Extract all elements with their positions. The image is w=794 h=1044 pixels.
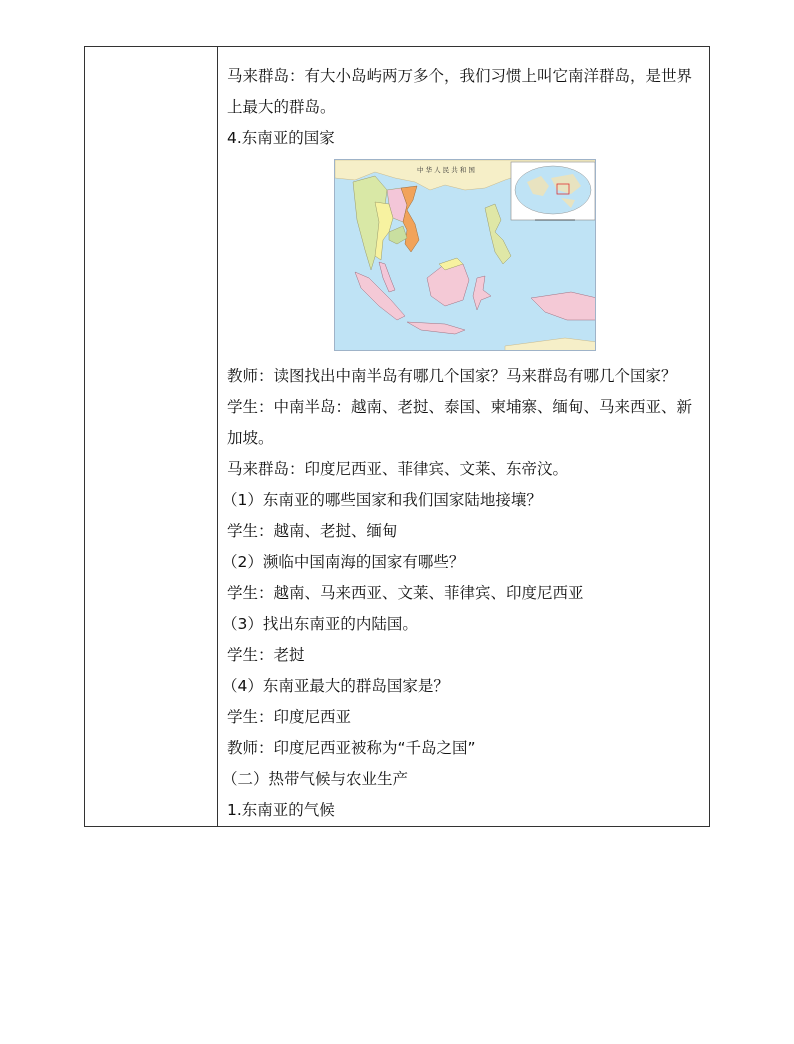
map-title-label: 中 华 人 民 共 和 国: [417, 166, 475, 174]
question-line: （3）找出东南亚的内陆国。: [222, 615, 418, 633]
lesson-table: [84, 46, 710, 827]
text-line: 上最大的群岛。: [227, 98, 336, 116]
table-left-column: [85, 47, 218, 826]
text-line: 马来群岛：印度尼西亚、菲律宾、文莱、东帝汶。: [227, 460, 569, 478]
section-heading: 1.东南亚的气候: [227, 801, 335, 819]
text-line: 马来群岛：有大小岛屿两万多个，我们习惯上叫它南洋群岛，是世界: [227, 67, 693, 85]
answer-line: 学生：越南、马来西亚、文莱、菲律宾、印度尼西亚: [227, 584, 584, 602]
answer-line: 学生：印度尼西亚: [227, 708, 352, 726]
question-line: （1）东南亚的哪些国家和我们国家陆地接壤？: [222, 491, 542, 509]
question-line: （4）东南亚最大的群岛国家是？: [222, 677, 449, 695]
question-line: （2）濒临中国南海的国家有哪些？: [222, 553, 465, 571]
section-heading: 4.东南亚的国家: [227, 129, 335, 147]
map-graphic: [335, 160, 596, 351]
text-line: 学生：中南半岛：越南、老挝、泰国、柬埔寨、缅甸、马来西亚、新: [227, 398, 693, 416]
text-line: 加坡。: [227, 429, 274, 447]
southeast-asia-map: [334, 159, 596, 351]
answer-line: 学生：老挝: [227, 646, 305, 664]
answer-line: 学生：越南、老挝、缅甸: [227, 522, 398, 540]
text-line: 教师：印度尼西亚被称为“千岛之国”: [227, 739, 476, 757]
section-heading: （二）热带气候与农业生产: [222, 770, 409, 788]
table-right-column: [218, 47, 709, 826]
text-line: 教师：读图找出中南半岛有哪几个国家？马来群岛有哪几个国家？: [227, 367, 677, 385]
